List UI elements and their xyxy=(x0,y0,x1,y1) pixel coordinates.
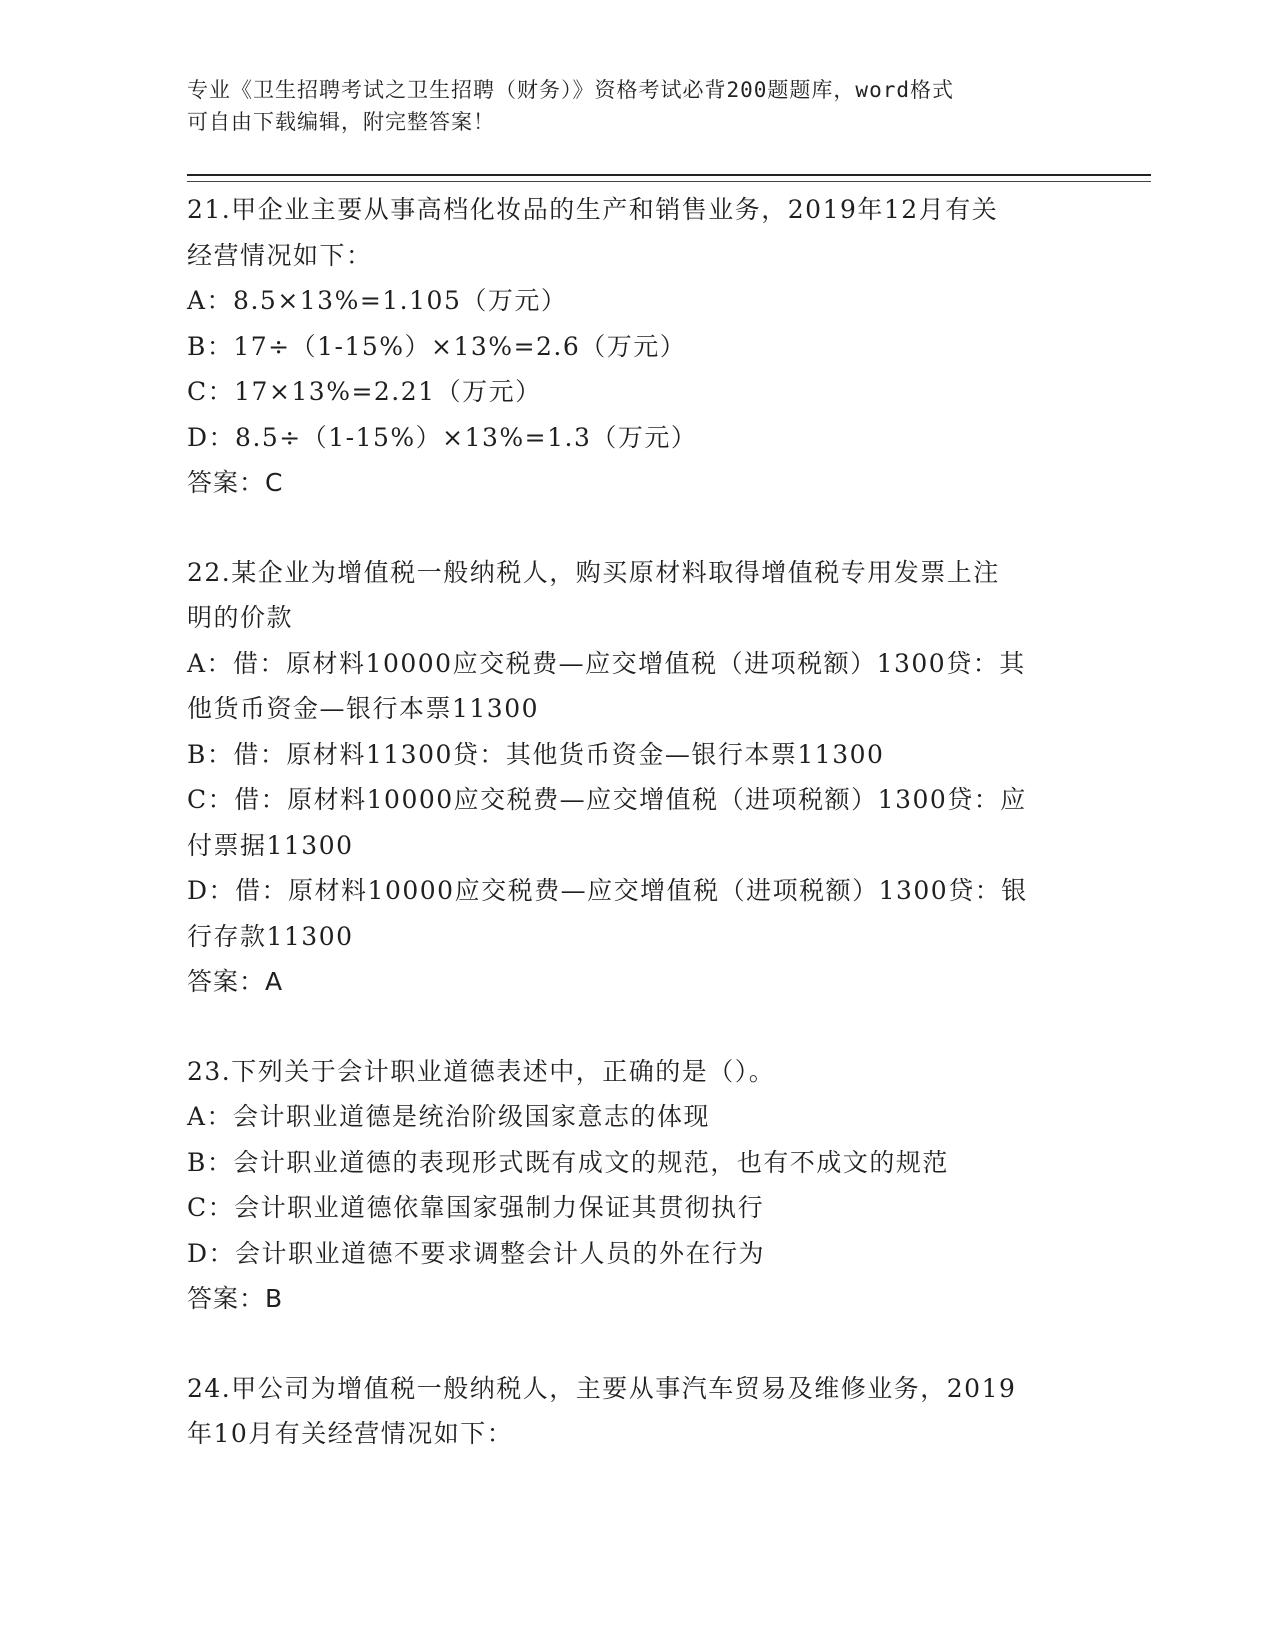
question-stem: 24.甲公司为增值税一般纳税人，主要从事汽车贸易及维修业务，2019 xyxy=(187,1373,1017,1403)
option-c-continued: 付票据11300 xyxy=(187,830,354,860)
header-divider-thin xyxy=(187,181,1151,182)
question-stem: 年10月有关经营情况如下： xyxy=(187,1419,514,1448)
option-c: C：借：原材料10000应交税费—应交增值税（进项税额）1300贷：应 xyxy=(187,785,1027,814)
option-b: B：借：原材料11300贷：其他货币资金—银行本票11300 xyxy=(187,739,885,769)
question-stem: 22.某企业为增值税一般纳税人，购买原材料取得增值税专用发票上注 xyxy=(187,557,1000,587)
option-d: D：8.5÷（1-15%）×13%=1.3（万元） xyxy=(187,422,698,452)
header-line: 可自由下载编辑，附完整答案！ xyxy=(187,110,495,134)
question-24 xyxy=(187,1366,1087,1457)
option-a: A：借：原材料10000应交税费—应交增值税（进项税额）1300贷：其 xyxy=(187,648,1026,678)
answer-label: 答案：B xyxy=(187,1284,284,1313)
question-stem: 明的价款 xyxy=(187,603,294,632)
option-a: A：会计职业道德是统治阶级国家意志的体现 xyxy=(187,1102,711,1131)
question-22 xyxy=(187,550,1087,1005)
question-stem: 23.下列关于会计职业道德表述中，正确的是（）。 xyxy=(187,1056,776,1086)
answer-label: 答案：C xyxy=(187,468,284,497)
option-a-continued: 他货币资金—银行本票11300 xyxy=(187,694,540,723)
question-23 xyxy=(187,1049,1087,1322)
option-d: D：借：原材料10000应交税费—应交增值税（进项税额）1300贷：银 xyxy=(187,876,1028,905)
option-b: B：会计职业道德的表现形式既有成文的规范，也有不成文的规范 xyxy=(187,1147,949,1177)
option-d-continued: 行存款11300 xyxy=(187,921,354,951)
header-line: 专业《卫生招聘考试之卫生招聘（财务）》资格考试必背200题题库，word格式 xyxy=(187,78,954,102)
answer-label: 答案：A xyxy=(187,967,284,996)
question-list xyxy=(187,187,1087,1457)
question-21 xyxy=(187,187,1087,506)
option-a: A：8.5×13%=1.105（万元） xyxy=(187,286,568,315)
question-stem: 21.甲企业主要从事高档化妆品的生产和销售业务，2019年12月有关 xyxy=(187,195,999,224)
question-stem: 经营情况如下： xyxy=(187,240,373,270)
option-c: C：会计职业道德依靠国家强制力保证其贯彻执行 xyxy=(187,1193,765,1222)
option-c: C：17×13%=2.21（万元） xyxy=(187,377,542,406)
option-d: D：会计职业道德不要求调整会计人员的外在行为 xyxy=(187,1238,766,1268)
document-header xyxy=(187,74,1067,138)
header-divider-thick xyxy=(187,174,1151,176)
option-b: B：17÷（1-15%）×13%=2.6（万元） xyxy=(187,331,687,361)
